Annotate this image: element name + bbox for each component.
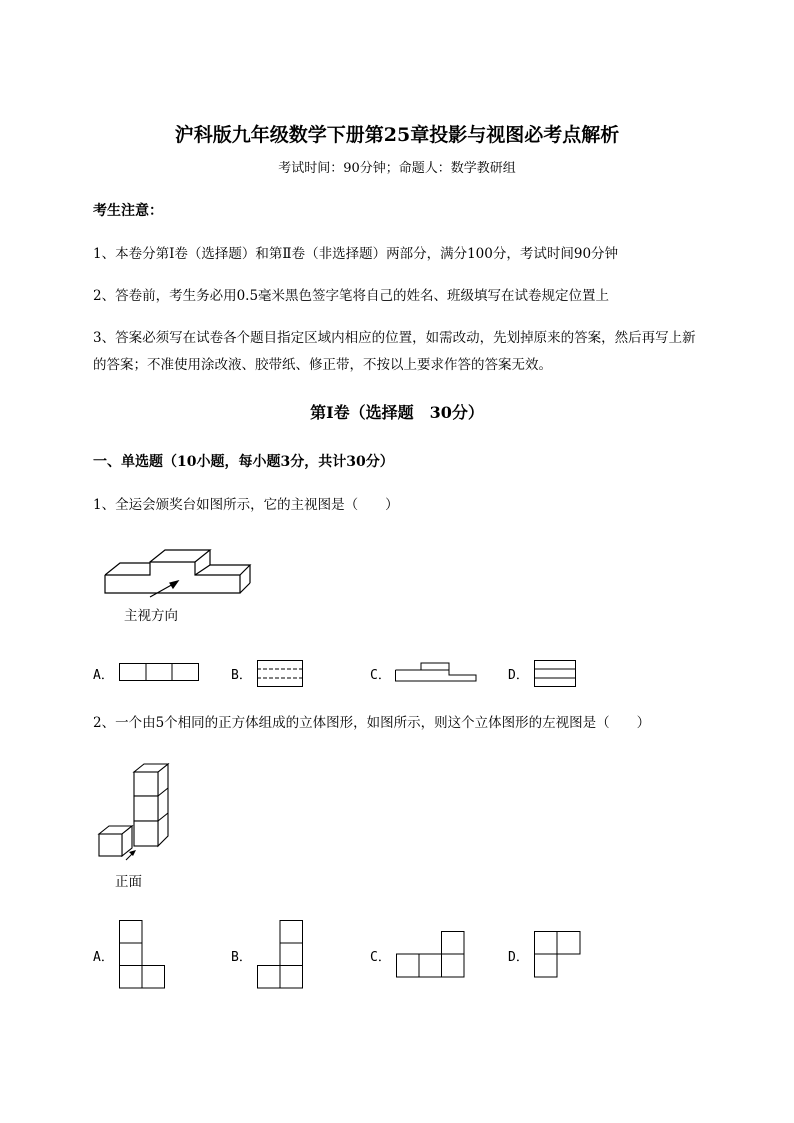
notice-heading: 考生注意： — [93, 203, 163, 219]
q2-option-a-label[interactable]: A． — [93, 950, 114, 965]
q1-option-c-figure[interactable] — [395, 662, 477, 682]
q1-option-b-label[interactable]: B． — [231, 668, 252, 683]
exam-info: 考试时间：90分钟；命题人：数学教研组 — [278, 161, 516, 176]
q1-option-a-label[interactable]: A． — [93, 668, 114, 683]
notice-item-2: 2、答卷前，考生务必用0.5毫米黑色签字笔将自己的姓名、班级填写在试卷规定位置上 — [93, 288, 610, 304]
q1-option-a-figure[interactable] — [119, 663, 199, 681]
q1-option-c-label[interactable]: C． — [370, 668, 391, 683]
q2-option-d-label[interactable]: D． — [508, 950, 529, 965]
notice-item-1: 1、本卷分第I卷（选择题）和第Ⅱ卷（非选择题）两部分，满分100分，考试时间90分钟 — [93, 246, 619, 262]
part-heading: 一、单选题（10小题，每小题3分，共计30分） — [93, 454, 394, 470]
q2-option-b-figure[interactable] — [257, 920, 303, 989]
question-1-text: 1、全运会颁奖台如图所示，它的主视图是（ ） — [93, 497, 399, 513]
q1-option-d-figure[interactable] — [534, 660, 576, 687]
front-direction-label: 正面 — [115, 874, 142, 890]
notice-item-3-cont: 的答案；不准使用涂改液、胶带纸、修正带，不按以上要求作答的答案无效。 — [93, 357, 552, 373]
q2-option-a-figure[interactable] — [119, 920, 165, 989]
page-title: 沪科版九年级数学下册第25章投影与视图必考点解析 — [174, 124, 620, 146]
notice-item-3: 3、答案必须写在试卷各个题目指定区域内相应的位置，如需改动，先划掉原来的答案，然后再写上新 — [93, 330, 696, 346]
q2-option-b-label[interactable]: B． — [231, 950, 252, 965]
q2-option-c-label[interactable]: C． — [370, 950, 391, 965]
q1-option-d-label[interactable]: D． — [508, 668, 529, 683]
main-view-direction-label: 主视方向 — [124, 608, 178, 624]
question-2-text: 2、一个由5个相同的正方体组成的立体图形，如图所示，则这个立体图形的左视图是（ ） — [93, 715, 651, 731]
q2-option-d-figure[interactable] — [534, 931, 581, 978]
q1-option-b-figure[interactable] — [257, 660, 303, 687]
podium-figure — [100, 545, 250, 605]
section-title: 第I卷（选择题 30分） — [310, 403, 484, 422]
q2-option-c-figure[interactable] — [396, 931, 465, 978]
cubes-figure — [96, 762, 176, 862]
